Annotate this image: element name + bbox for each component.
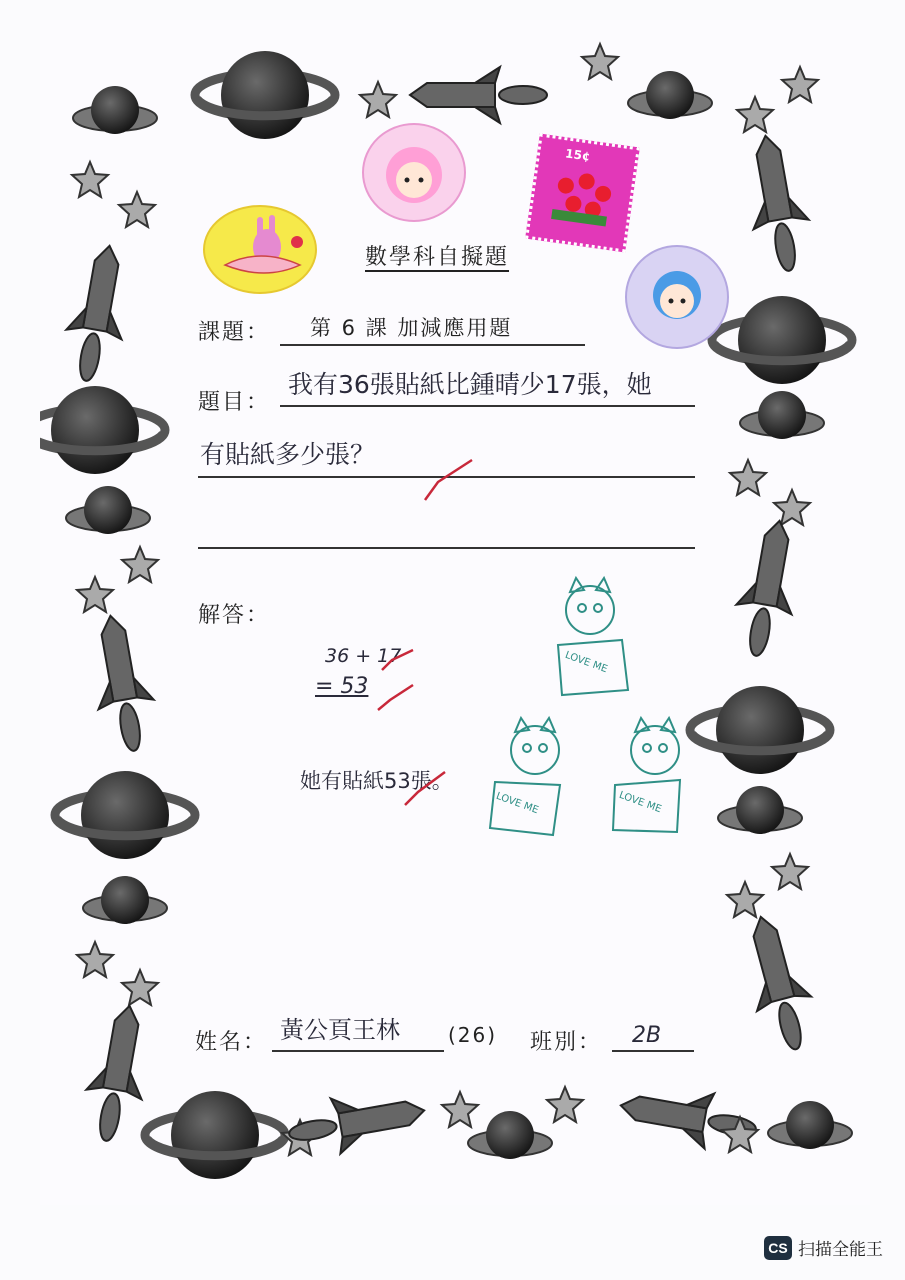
check-mark-icon [378, 685, 413, 710]
topic-label: 課題： [198, 320, 271, 345]
student-name: 黃公頁王林 [280, 1016, 400, 1044]
class-underline [612, 1050, 694, 1052]
stamp-price: 15¢ [564, 146, 592, 164]
class-value: 2B [632, 1023, 662, 1048]
answer-sentence: 她有貼紙53張。 [300, 769, 453, 793]
question-line-1: 我有36張貼紙比鍾晴少17張，她 [288, 370, 652, 399]
topic-value: 第 6 課 加減應用題 [310, 316, 513, 340]
check-mark-icon [405, 772, 445, 805]
check-mark-icon [382, 650, 413, 670]
question-line-2: 有貼紙多少張？ [200, 440, 376, 469]
cat-stamp-label: LOVE ME [617, 789, 663, 816]
camscanner-app-name: 扫描全能王 [798, 1240, 883, 1259]
cat-stamp-label: LOVE ME [494, 790, 540, 817]
check-mark-icon [425, 460, 472, 500]
worksheet-page [40, 20, 870, 1205]
student-number: (26) [448, 1023, 498, 1047]
equation-line-2: = 53 [315, 674, 369, 699]
cat-stamp-label: LOVE ME [563, 649, 609, 676]
camscanner-badge [764, 1235, 883, 1260]
class-label: 班別： [530, 1030, 603, 1055]
camscanner-logo-icon: CS [764, 1236, 792, 1260]
answer-label: 解答： [198, 603, 271, 628]
worksheet-title: 數學科自擬題 [365, 245, 510, 270]
name-label: 姓名： [195, 1030, 268, 1055]
equation-line-1: 36 + 17 [325, 645, 402, 667]
name-underline [272, 1050, 444, 1052]
question-label: 題目： [198, 390, 271, 415]
